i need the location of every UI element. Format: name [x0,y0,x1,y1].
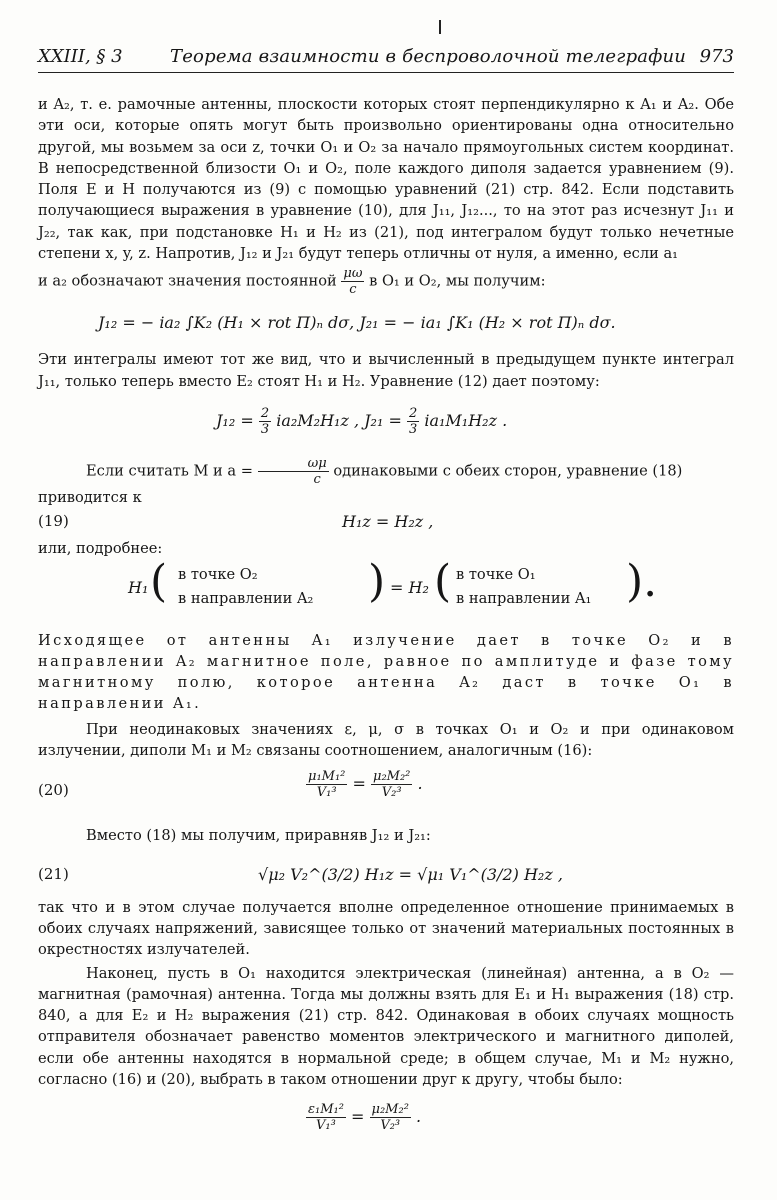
symbol-H1: H₁ [128,577,149,597]
fraction [341,266,364,297]
paren-open: ( [434,555,452,607]
text-fragment: Если считать M и a = [86,462,253,480]
equation-text: J₁₂ = [216,410,254,430]
paren-close: ). [626,555,658,607]
paragraph: При неодинаковых значениях ε, μ, σ в точках O₁ и O₂ и при одинаковом излучении, диполи M₁ и M₂ связаны соотношением, аналогичным (16): [38,720,734,760]
paragraph: Вместо (18) мы получим, приравняв J₁₂ и J₂₁: [86,827,431,845]
equation-final [38,1098,734,1152]
fraction [371,769,412,800]
equation-text: ia₂M₂H₁z , J₂₁ = [276,410,402,430]
equals-sign: = [352,774,366,794]
paren-close: ) [368,555,386,607]
paragraph: так что и в этом случае получается вполне определенное отношение принимаемых в обоих случаях напряжений, зависящее только от значений материальных постоянных в окрестностях излучателей. [38,898,734,959]
fraction-numerator: μ₂M₂² [373,769,411,785]
book-page [38,0,734,1200]
equation-20 [38,765,734,819]
header-title: Теорема взаимности в беспроволочной телеграфии [170,46,687,67]
equation-row [306,769,423,800]
fraction-denominator: V₂³ [381,785,402,801]
fraction [259,406,271,437]
equation-J12-J21 [38,305,734,349]
paragraph-continuation [38,266,734,297]
equation-19 [38,510,734,538]
paragraph: Эти интегралы имеют тот же вид, что и вычисленный в предыдущем пункте интеграл J₁₁, только теперь вместо E₂ стоят H₁ и H₂. Уравнение (12) дает поэтому: [38,351,734,390]
fraction-numerator: μω [343,266,363,282]
fraction [407,406,419,437]
chapter-section: XXIII, § 3 [38,46,123,67]
period: . [417,774,423,794]
fraction-numerator: ωμ [258,456,329,472]
bracket-text: в направлении A₂ [178,589,314,607]
fraction-denominator: V₁³ [316,785,337,801]
paragraph-line: или, подробнее: [38,540,163,558]
text-fragment: одинаковыми с обеих сторон, уравнение (18) [333,462,683,480]
fraction [370,1102,411,1133]
text-fragment: в O₁ и O₂, мы получим: [369,272,546,290]
symbol-H2: = H₂ [390,577,429,597]
running-header [38,46,734,73]
bracket-text: в направлении A₁ [456,589,592,607]
fraction-denominator: c [313,471,321,487]
paragraph-spaced: Исходящее от антенны A₁ излучение дает в точке O₂ и в направлении A₂ магнитное поле, равное по амплитуде и фазе тому магнитному полю, которое антенна A₂ даст в точке O₁ в направлении A₁. [38,631,734,713]
paren-open: ( [150,555,168,607]
equation-number: (21) [38,864,69,883]
fraction-numerator: 2 [260,405,270,421]
equation-text: H₁z = H₂z , [342,512,434,532]
fraction [258,456,329,487]
equation-21 [38,853,734,897]
equation-text: √μ₂ V₂^(3/2) H₁z = √μ₁ V₁^(3/2) H₂z , [258,864,563,884]
fraction-denominator: 3 [408,421,418,437]
text-fragment: и a₂ обозначают значения постоянной [38,272,337,290]
equation-row [216,406,507,437]
fraction-numerator: μ₁M₁² [308,769,346,785]
period: . [416,1107,422,1127]
fraction-denominator: V₁³ [316,1118,336,1134]
bracket-text: в точке O₂ [178,565,258,583]
paragraph: Наконец, пусть в O₁ находится электрическая (линейная) антенна, а в O₂ — магнитная (рамочная) антенна. Тогда мы должны взять для E₁ и H₁ выражения (18) стр. 840, а для E₂ и H₂ выражения (21) стр. 842. Одинаковая в обоих случаях мощность отправителя обозначает равенство моментов электрического и магнитного диполей, если обе антенны находятся в нормальной среде; в общем случае, M₁ и M₂ нужно, согласно (16) и (20), выбрать в таком отношении друг к другу, чтобы было: [38,964,734,1089]
fraction-denominator: c [349,282,357,298]
fraction [306,769,347,800]
bracket-text: в точке O₁ [456,565,536,583]
equation-number: (20) [38,781,69,800]
fraction-denominator: 3 [260,421,270,437]
paragraph [38,456,734,487]
equation-text: ia₁M₁H₂z . [424,410,508,430]
fraction-numerator: 2 [408,405,418,421]
paragraph-line: приводится к [38,488,142,506]
fraction-denominator: V₂³ [380,1118,401,1134]
page-body [38,94,734,1152]
page-number: 973 [699,46,734,67]
equation-detailed [38,555,734,622]
equation-text: J₁₂ = − ia₂ ∫K₂ (H₁ × rot Π)ₙ dσ, J₂₁ = − ia₁ ∫K₁ (H₂ × rot Π)ₙ dσ. [98,313,616,333]
page-mark [439,20,441,34]
equation-number: (19) [38,512,69,531]
fraction-numerator: μ₂M₂² [371,1102,409,1118]
paragraph: и A₂, т. е. рамочные антенны, плоскости которых стоят перпендикулярно к A₁ и A₂. Обе эти оси, которые опять могут быть произвольно ориентированы одна относительно другой, мы возьмем за оси z, точки O₁ и O₂ за начало прямоугольных систем координат. В непосредственной близости O₁ и O₂, поле каждого диполя задается уравнением (9). Поля E и H получаются из (9) с помощью уравнений (21) стр. 842. Если подставить получающиеся выражения в уравнение (10), для J₁₁, J₁₂..., то на этот раз исчезнут J₁₁ и J₂₂, так как, при подстановке H₁ и H₂ из (21), под интегралом будут только нечетные степени x, y, z. Напротив, J₁₂ и J₂₁ будут теперь отличны от нуля, а именно, если a₁ [38,96,734,263]
fraction-numerator: ε₁M₁² [308,1102,344,1118]
equation-J-values [38,398,734,448]
equation-row [306,1102,421,1133]
fraction [306,1102,346,1133]
equals-sign: = [351,1107,365,1127]
